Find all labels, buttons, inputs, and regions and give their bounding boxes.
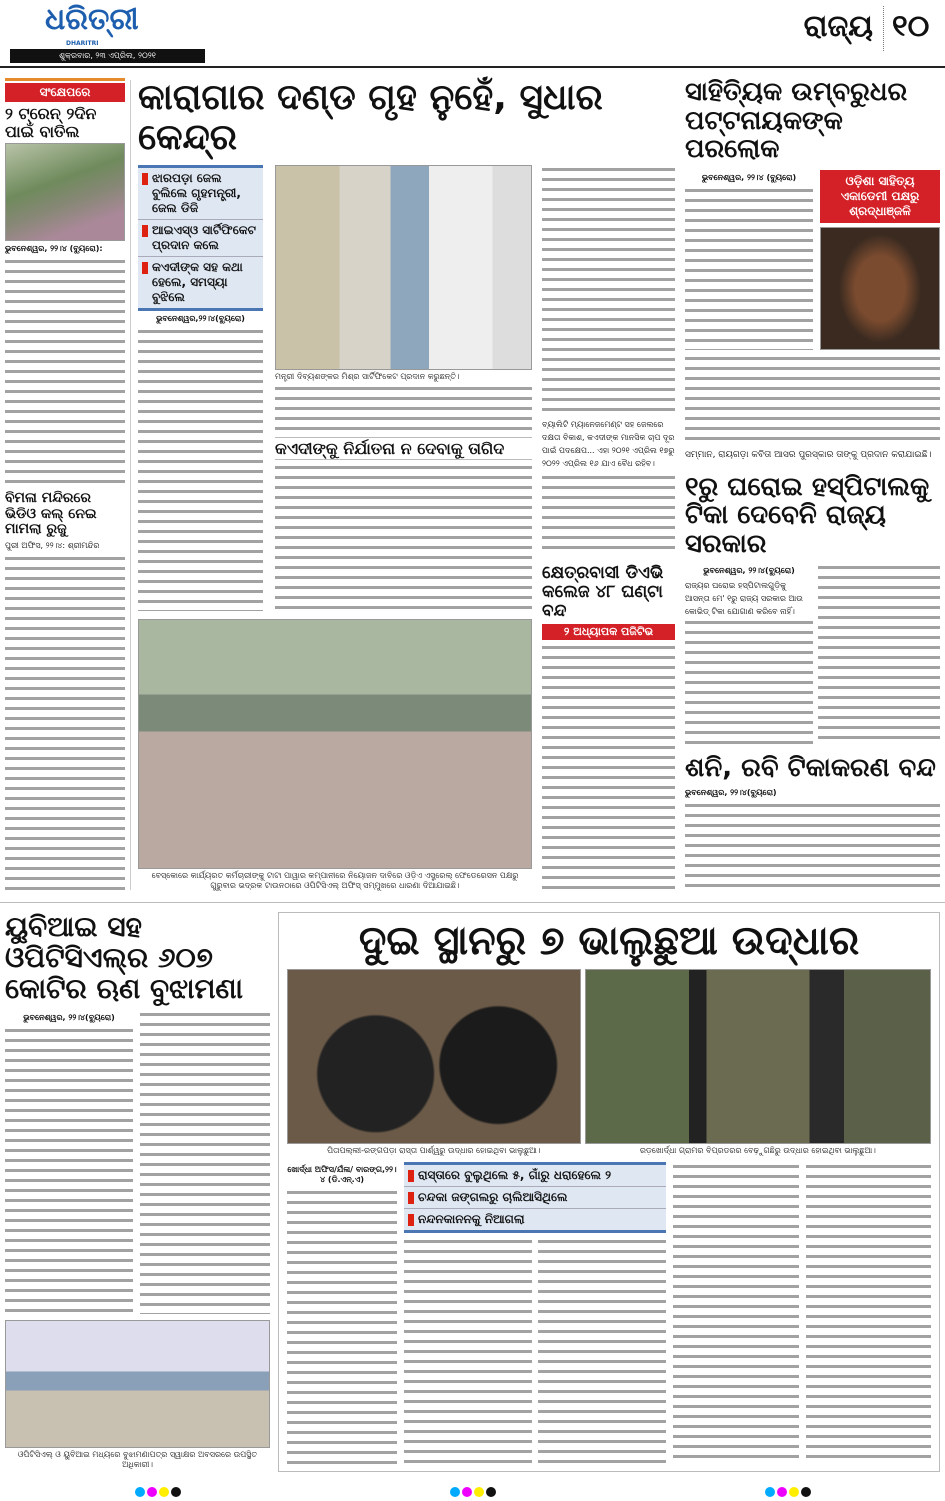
vaccine-body-2 [818, 563, 940, 747]
weekend-headline: ଶନି, ରବି ଟିକାକରଣ ବନ୍ଦ [685, 753, 936, 784]
brief-rule [5, 78, 125, 81]
lead-row [138, 165, 532, 611]
logo-sub: DHARITRI [66, 40, 99, 47]
highlight-item: କଏଦୀଙ୍କ ସହ କଥା ହେଲେ, ସମସ୍ୟା ବୁଝିଲେ [138, 257, 263, 308]
bears-headline: ଦୁଇ ସ୍ଥାନରୁ ୭ ଭାଲୁଛୁଆ ଉଦ୍ଧାର [358, 918, 860, 964]
brief-column [5, 78, 125, 893]
brief-body [5, 257, 125, 483]
section-rule [0, 902, 945, 903]
highlight-item: ନନ୍ଦନକାନନକୁ ନିଆଗଲା [404, 1209, 666, 1230]
train-photo [5, 143, 125, 241]
lead-dateline: ଭୁବନେଶ୍ୱର,୨୨।୪(ବ୍ୟୁରୋ) [156, 314, 245, 324]
protest-caption: ବେସ୍‌କୋରେ କାର୍ଯ୍ୟରତ କର୍ମଚାରୀଙ୍କୁ ଟାଟା ପାୱାର କମ୍ପାନୀରେ ନିୟୋଜନ ଦାବିରେ ଓଡ଼ିଏ ଏସ୍ଟ୍ରେଲ୍ ଫେଡେରେସନ ପକ୍ଷରୁ ଗୁରୁବାର ଭଦ୍ରକ ଟାଉନଠାରେ ଓପିଟିସିଏଲ୍ ଅଫିସ୍ ସମ୍ମୁଖରେ ଧାରଣା ଦିଆଯାଇଛି। [151, 871, 519, 890]
tribute-box: ଓଡ଼ିଶା ସାହିତ୍ୟ ଏକାଡେମୀ ପକ୍ଷରୁ ଶ୍ରଦ୍ଧାଞ୍ଜଳି [820, 170, 940, 223]
column-divider [130, 80, 131, 890]
lead-body-excerpt: ବ୍ୟାଲିଟି ମ୍ୟାନେଜମେଣ୍ଟ ସହ ଜେଲରେ ଦକ୍ଷତା ବିକାଶ, କଏଦୀଙ୍କ ମାନସିକ ଚାପ ଦୂର ପାଇଁ ପଦକ୍ଷେପ... ଏହା ୨୦୨୧ ଏପ୍ରିଲ ୧୭ରୁ ୨୦୨୨ ଏପ୍ରିଲ ୧୬ ଯାଏ ବୈଧ ରହିବ। [542, 420, 675, 469]
college-tag: ୨ ଅଧ୍ୟାପକ ପଜିଟିଭ [542, 624, 675, 640]
bears-body-1 [287, 1188, 397, 1465]
section-label: ରାଜ୍ୟ [803, 9, 873, 44]
obit-body-excerpt: ସମ୍ମାନ, ରାୟଗଡ଼ା କବିତା ଆସର ପୁରସ୍କାର ତାଙ୍କୁ ପ୍ରଦାନ କରାଯାଇଛି। [685, 449, 932, 460]
bears-col2-row [404, 1237, 666, 1465]
logo: ଧରିତ୍ରୀ [45, 2, 139, 37]
divider [883, 6, 884, 51]
tribute-col [820, 170, 940, 350]
lead-headline: କାରାଗାର ଦଣ୍ଡ ଗୃହ ନୁହେଁ, ସୁଧାର କେନ୍ଦ୍ର [138, 77, 603, 158]
vaccine-headline: ୧ରୁ ଘରୋଇ ହସ୍ପିଟାଲକୁ ଟିକା ଦେବେନି ରାଜ୍ୟ ସରକାର [685, 471, 930, 559]
page-number: ୧୦ [892, 9, 930, 44]
loan-dateline: ଭୁବନେଶ୍ୱର, ୨୨।୪(ବ୍ୟୁରୋ) [23, 1013, 115, 1023]
loan-story [5, 912, 270, 1472]
bears-dateline: ଖୋର୍ଦ୍ଧା ଅଫିସ/ଯଁଳା/ ବାରଙ୍ଗ,୨୨।୪ (ଡି.ଏନ୍.ଏ) [287, 1165, 397, 1184]
loan-headline: ୟୁବିଆଇ ସହ ଓପିଟିସିଏଲ୍‌ର ୬୦୭ କୋଟିର ଋଣ ବୁଝାମଣା [5, 910, 243, 1005]
obit-body [685, 186, 813, 350]
lead-photo [275, 165, 532, 370]
vaccine-body-excerpt: ରାଜ୍ୟର ଘରୋଇ ହସ୍ପିଟାଲଗୁଡ଼ିକୁ ଆସନ୍ତା ମେ' ୧ରୁ ରାଜ୍ୟ ସରକାର ଆଉ କୋଭିଡ୍ ଟିକା ଯୋଗାଣ କରିବେ ନାହିଁ। [685, 580, 803, 616]
bears-col1 [287, 1162, 397, 1465]
protest-photo [138, 619, 532, 869]
bears-caption-left: ପିତାପଲ୍ଲୀ-ରଙ୍ଗପଡ଼ା ରାସ୍ତା ପାର୍ଶ୍ୱରୁ ଉଦ୍ଧାର ହୋଇଥିବା ଭାଲୁଛୁଆ। [327, 1146, 541, 1155]
lead-subhead: କଏଦୀଙ୍କୁ ନିର୍ଯାତନା ନ ଦେବାକୁ ତାଗିଦ [275, 437, 532, 461]
lead-body-col5 [542, 473, 675, 556]
lead-body-col2 [275, 384, 532, 433]
obit-row [685, 170, 940, 350]
bears-body-4 [673, 1162, 799, 1465]
obit-col [685, 170, 813, 350]
lead-col-a [138, 165, 263, 611]
bears-body-5 [806, 1162, 932, 1465]
obit-body-2 [685, 354, 940, 446]
center-block [138, 78, 675, 893]
registration-marks [0, 1482, 945, 1501]
bears-body-row [287, 1162, 931, 1465]
loan-caption: ଓପିଟିସିଏଲ୍ ଓ ୟୁବିଆଇ ମଧ୍ୟରେ ବୁଝାମଣାପତ୍ର ସ୍ୱାକ୍ଷର ଅବସରରେ ଉପସ୍ଥିତ ଅଧିକାରୀ। [17, 1450, 258, 1469]
right-column [685, 78, 940, 893]
vaccine-col [685, 563, 813, 747]
college-headline: କ୍ଷେତ୍ରବାସୀ ଡିଏଭି କଲେଜ ୪୮ ଘଣ୍ଟା ବନ୍ଦ [542, 563, 664, 621]
brief-headline: ୨ ଟ୍ରେନ୍ ୨ଦିନ ପାଇଁ ବାତିଲ [5, 104, 97, 141]
loan-row [5, 1010, 270, 1314]
bears-photo-right [585, 969, 931, 1144]
bears-caption-right: ରଡ଼ଖୋର୍ଦ୍ଧା ଗ୍ରାମର ବିପ୍ରଡରର ବେଢ଼ୁଗଛିରୁ ଉଦ୍ଧାର ହୋଇଥିବା ଭାଲୁଛୁଆ। [639, 1146, 876, 1155]
bears-body-2 [404, 1237, 532, 1465]
weekend-body [685, 801, 940, 893]
lead-highlights [138, 165, 263, 311]
loan-photo [5, 1320, 270, 1448]
lead-body-col4 [542, 165, 675, 415]
highlight-item: ରାସ୍ତାରେ ବୁଲୁଥିଲେ ୫, ଗାଁରୁ ଧରାହେଲେ ୨ [404, 1165, 666, 1187]
bears-col2 [404, 1162, 666, 1465]
loan-col1 [5, 1010, 133, 1314]
masthead-rule [0, 66, 945, 68]
highlight-item: ଆଇଏସ୍‌ଓ ସାର୍ଟିଫିକେଟ ପ୍ରଦାନ କଲେ [138, 220, 263, 257]
bears-highlights [404, 1162, 666, 1233]
date-bar: ଶୁକ୍ରବାର, ୨୩ ଏପ୍ରିଲ, ୨୦୨୧ [10, 49, 205, 63]
college-body [542, 643, 675, 893]
brief2-body [5, 554, 125, 893]
loan-body-1 [5, 1026, 133, 1314]
lead-col-b [275, 165, 532, 611]
author-portrait [820, 227, 940, 350]
bears-photo-left [287, 969, 581, 1144]
obit-headline: ସାହିତ୍ୟିକ ଉମ୍ବରୁଧର ପଟ୍ଟନାୟକଙ୍କ ପରଲୋକ [685, 77, 908, 165]
highlight-item: ଚନ୍ଦକା ଜଙ୍ଗଲରୁ ଚାଲିଆସିଥିଲେ [404, 1187, 666, 1209]
brief2-dateline: ପୁରୀ ଅଫିସ, ୨୨।୪: ଶ୍ରୀମନ୍ଦିର [5, 540, 100, 550]
weekend-dateline: ଭୁବନେଶ୍ୱର, ୨୨।୪(ବ୍ୟୁରୋ) [685, 788, 777, 798]
brief2-headline: ବିମଳା ମନ୍ଦିରରେ ଭିଡିଓ କଲ୍ ନେଇ ମାମଲା ରୁଜୁ [5, 490, 97, 538]
bears-body-3 [538, 1237, 666, 1465]
masthead [0, 0, 945, 66]
lead-photo-caption: ମନ୍ତ୍ରୀ ଦିବ୍ୟଶଙ୍କର ମିଶ୍ର ସାର୍ଟିଫିକେଟ ପ୍ରଦାନ କରୁଛନ୍ତି। [275, 372, 460, 382]
vaccine-body [685, 618, 813, 747]
loan-body-2 [140, 1010, 270, 1314]
bears-captions [287, 1144, 931, 1158]
lead-body-col1 [138, 327, 263, 611]
center-row [138, 165, 675, 893]
bears-story [278, 912, 940, 1472]
bears-photos [287, 969, 931, 1144]
lead-body-col3 [275, 463, 532, 611]
center-left [138, 165, 532, 893]
center-right [542, 165, 675, 893]
brief-tag: ସଂକ୍ଷେପରେ [5, 83, 125, 102]
highlight-item: ଝାରପଡ଼ା ଜେଲ ବୁଲିଲେ ଗୃହମନ୍ତ୍ରୀ, ଜେଲ ଡିଜି [138, 168, 263, 220]
vaccine-row [685, 563, 940, 747]
brief-dateline: ଭୁବନେଶ୍ୱର, ୨୨।୪ (ବ୍ୟୁରୋ): [5, 244, 103, 254]
obit-dateline: ଭୁବନେଶ୍ୱର, ୨୨।୪ (ବ୍ୟୁରୋ) [701, 172, 797, 182]
vaccine-dateline: ଭୁବନେଶ୍ୱର, ୨୨।୪(ବ୍ୟୁରୋ) [703, 565, 795, 575]
